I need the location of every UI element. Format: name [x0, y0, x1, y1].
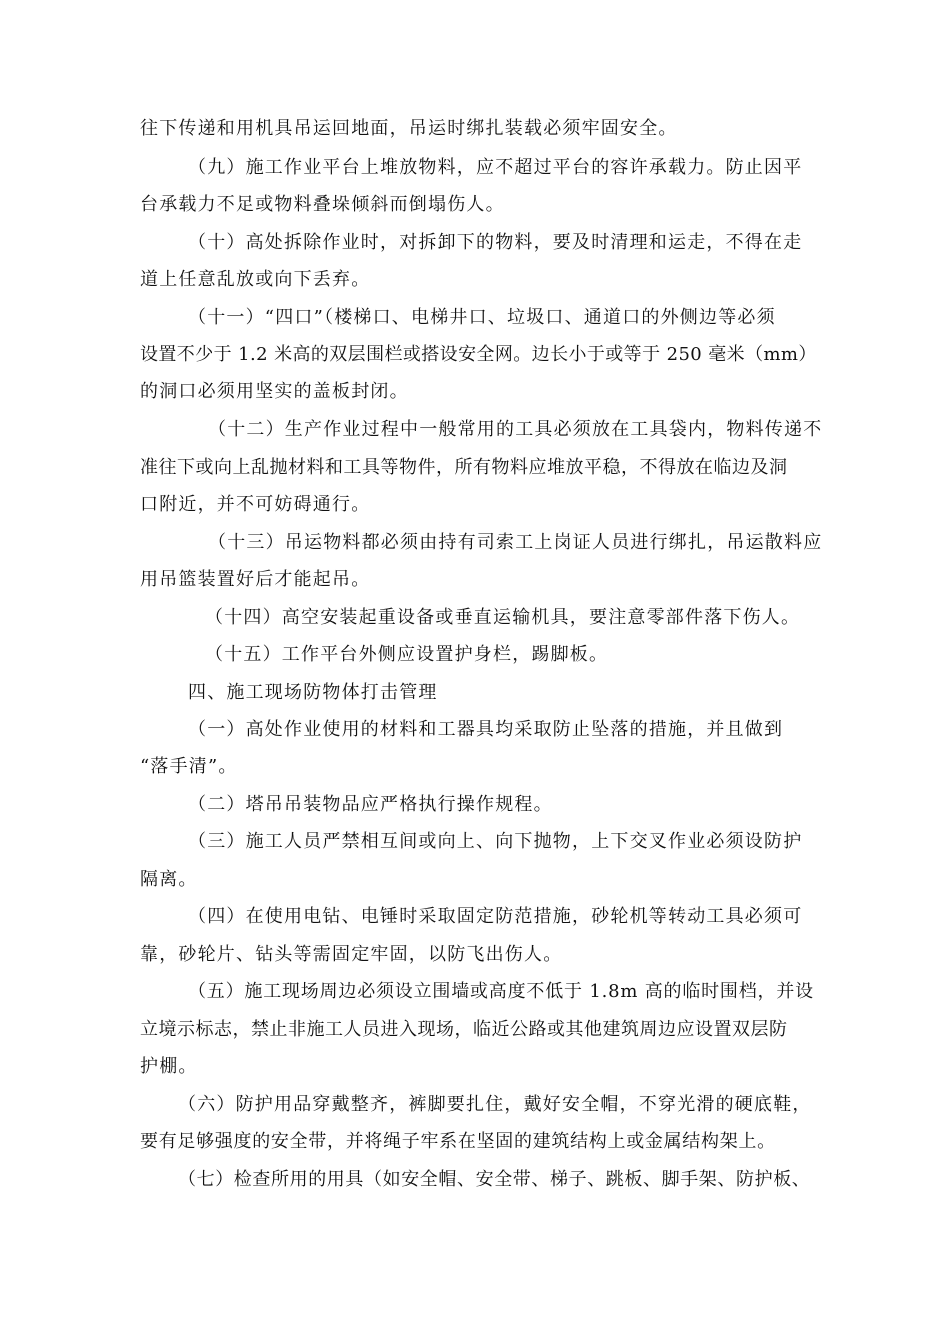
text-line: 的洞口必须用坚实的盖板封闭。 — [140, 381, 409, 402]
text-line: （一）高处作业使用的材料和工器具均采取防止坠落的措施，并且做到 — [188, 719, 784, 740]
text-line: （七）检查所用的用具（如安全帽、安全带、梯子、跳板、脚手架、防护板、 — [178, 1169, 811, 1190]
text-line: 用吊篮装置好后才能起吊。 — [140, 569, 371, 590]
text-line: （十五）工作平台外侧应设置护身栏，踢脚板。 — [205, 644, 609, 665]
text-line: （五）施工现场周边必须设立围墙或高度不低于 1.8m 高的临时围档，并设 — [188, 981, 814, 1002]
text-line: （十三）吊运物料都必须由持有司索工上岗证人员进行绑扎，吊运散料应 — [208, 532, 823, 553]
text-line: （二）塔吊吊装物品应严格执行操作规程。 — [188, 794, 553, 815]
text-line: 准往下或向上乱抛材料和工具等物件，所有物料应堆放平稳，不得放在临边及洞 — [140, 457, 788, 478]
text-line: 靠，砂轮片、钻头等需固定牢固，以防飞出伤人。 — [140, 944, 563, 965]
section-heading: 四、施工现场防物体打击管理 — [188, 682, 438, 703]
text-line: （十四）高空安装起重设备或垂直运输机具，要注意零部件落下伤人。 — [205, 607, 801, 628]
text-line: 立境示标志，禁止非施工人员进入现场，临近公路或其他建筑周边应设置双层防 — [140, 1019, 788, 1040]
text-line: （十一）“四口”（楼梯口、电梯井口、垃圾口、通道口的外侧边等必须 — [188, 307, 776, 328]
text-line: 隔离。 — [140, 869, 198, 890]
text-line: （六）防护用品穿戴整齐，裤脚要扎住，戴好安全帽，不穿光滑的硬底鞋， — [178, 1094, 812, 1115]
text-line: （十）高处拆除作业时，对拆卸下的物料，要及时清理和运走，不得在走 — [188, 232, 803, 253]
text-line: 护棚。 — [140, 1056, 198, 1077]
text-line: 设置不少于 1.2 米高的双层围栏或搭设安全网。边长小于或等于 250 毫米（mm） — [140, 344, 817, 365]
text-line: （四）在使用电钻、电锤时采取固定防范措施，砂轮机等转动工具必须可 — [188, 906, 803, 927]
text-line: “落手清”。 — [140, 756, 238, 777]
text-line: （十二）生产作业过程中一般常用的工具必须放在工具袋内，物料传递不 — [208, 419, 823, 440]
text-line: 要有足够强度的安全带，并将绳子牢系在坚固的建筑结构上或金属结构架上。 — [140, 1131, 776, 1152]
text-line: 台承载力不足或物料叠垛倾斜而倒塌伤人。 — [140, 194, 505, 215]
text-line: 口附近，并不可妨碍通行。 — [140, 494, 371, 515]
text-line: （三）施工人员严禁相互间或向上、向下抛物，上下交叉作业必须设防护 — [188, 831, 803, 852]
text-line: 往下传递和用机具吊运回地面，吊运时绑扎装载必须牢固安全。 — [140, 118, 678, 139]
text-line: （九）施工作业平台上堆放物料，应不超过平台的容许承载力。防止因平 — [188, 157, 803, 178]
text-line: 道上任意乱放或向下丢弃。 — [140, 269, 371, 290]
